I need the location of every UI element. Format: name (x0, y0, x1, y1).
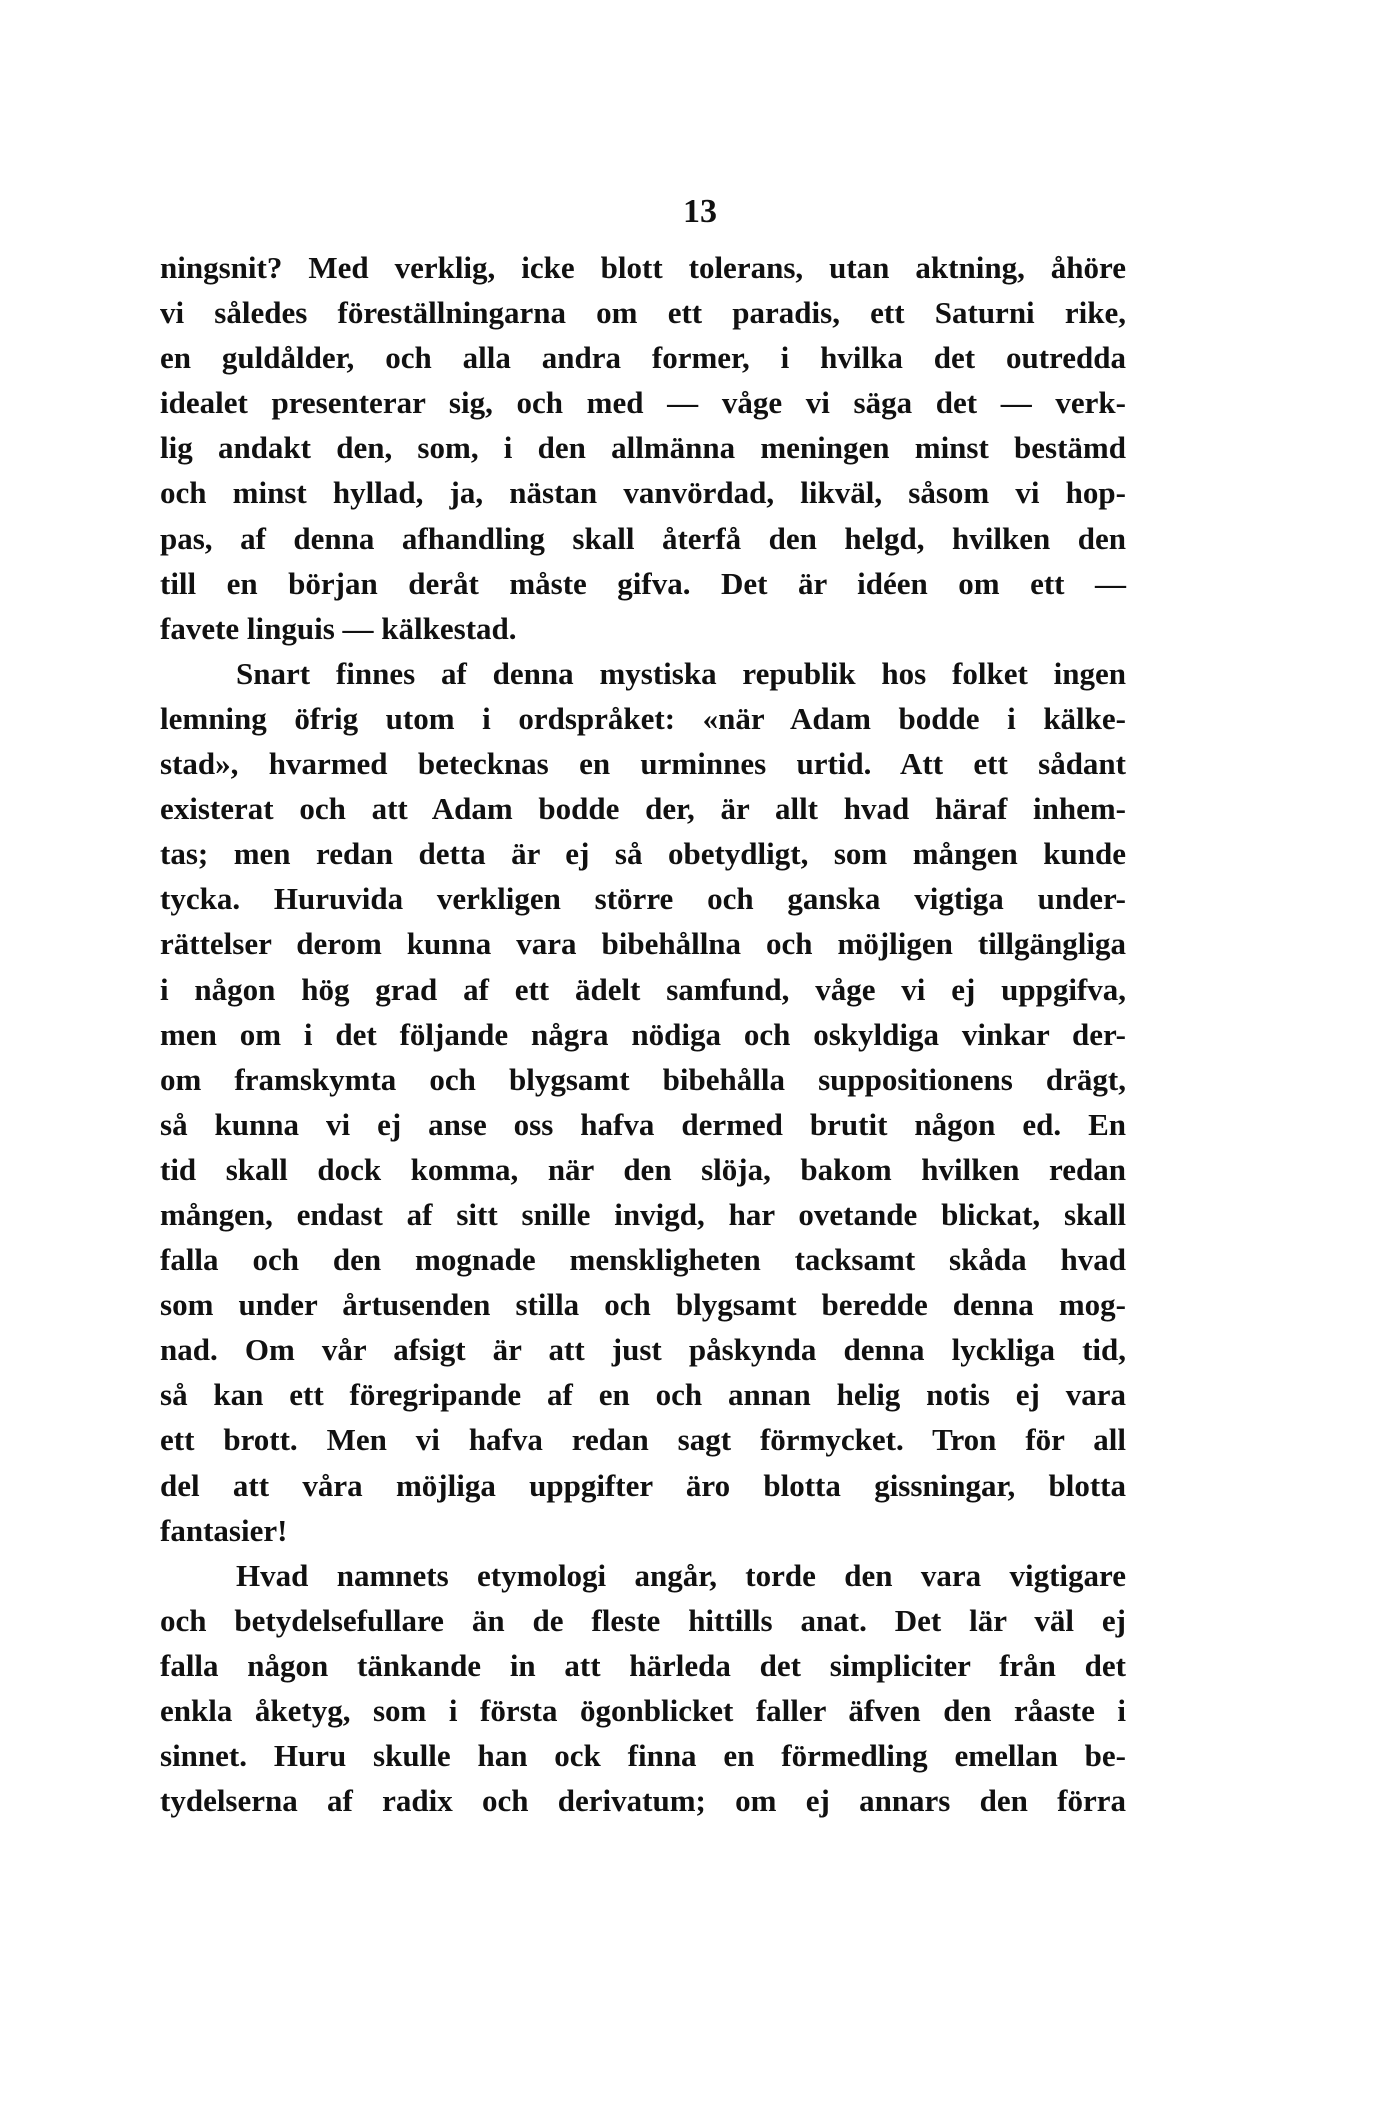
text-line: favete linguis — kälkestad. (160, 610, 517, 646)
text-line: enkla åketyg, som i första ögonblicket faller äfven den råaste i (160, 1693, 1126, 1728)
text-line: ett brott. Men vi hafva redan sagt förmycket. Tron för all (160, 1422, 1126, 1458)
body-text (160, 245, 1126, 1823)
text-line: och betydelsefullare än de fleste hittills anat. Det lär väl ej (160, 1602, 1126, 1638)
text-line: idealet presenterar sig, och med — våge vi säga det — verk- (160, 385, 1126, 421)
text-line: vi således föreställningarna om ett paradis, ett Saturni rike, (160, 295, 1126, 331)
text-line: lig andakt den, som, i den allmänna meningen minst bestämd (160, 430, 1126, 466)
text-line: så kan ett föregripande af en och annan helig notis ej vara (160, 1377, 1126, 1413)
text-line: i någon hög grad af ett ädelt samfund, våge vi ej uppgifva, (160, 971, 1126, 1007)
text-line: mången, endast af sitt snille invigd, har ovetande blickat, skall (160, 1196, 1126, 1232)
text-line: och minst hyllad, ja, nästan vanvördad, likväl, såsom vi hop- (160, 475, 1126, 511)
text-line: falla och den mognade menskligheten tacksamt skåda hvad (160, 1242, 1126, 1278)
text-line: fantasier! (160, 1512, 288, 1548)
text-line: om framskymta och blygsamt bibehålla suppositionens drägt, (160, 1061, 1126, 1097)
text-line: Hvad namnets etymologi angår, torde den vara vigtigare (236, 1557, 1126, 1593)
text-line: sinnet. Huru skulle han ock finna en förmedling emellan be- (160, 1738, 1126, 1774)
text-line: nad. Om vår afsigt är att just påskynda denna lyckliga tid, (160, 1332, 1126, 1368)
text-line: falla någon tänkande in att härleda det simpliciter från det (160, 1647, 1126, 1683)
text-line: men om i det följande några nödiga och oskyldiga vinkar der- (160, 1016, 1126, 1052)
text-line: tas; men redan detta är ej så obetydligt, som mången kunde (160, 836, 1126, 872)
text-line: tycka. Huruvida verkligen större och ganska vigtiga under- (160, 881, 1126, 917)
text-line: existerat och att Adam bodde der, är allt hvad häraf inhem- (160, 791, 1126, 827)
text-line: som under årtusenden stilla och blygsamt beredde denna mog- (160, 1287, 1126, 1323)
text-line: lemning öfrig utom i ordspråket: «när Adam bodde i kälke- (160, 700, 1126, 736)
text-line: tydelserna af radix och derivatum; om ej annars den förra (160, 1783, 1126, 1819)
text-line: Snart finnes af denna mystiska republik hos folket ingen (236, 655, 1126, 691)
text-line: ningsnit? Med verklig, icke blott tolerans, utan aktning, åhöre (160, 250, 1126, 285)
text-line: rättelser derom kunna vara bibehållna och möjligen tillgängliga (160, 926, 1126, 962)
text-line: en guldålder, och alla andra former, i hvilka det outredda (160, 340, 1126, 376)
text-line: del att våra möjliga uppgifter äro blotta gissningar, blotta (160, 1467, 1126, 1503)
text-line: till en början deråt måste gifva. Det är idéen om ett — (160, 565, 1126, 601)
page-number: 13 (683, 193, 717, 230)
text-line: så kunna vi ej anse oss hafva dermed brutit någon ed. En (160, 1106, 1126, 1142)
text-line: tid skall dock komma, när den slöja, bakom hvilken redan (160, 1151, 1126, 1187)
text-line: pas, af denna afhandling skall återfå den helgd, hvilken den (160, 520, 1126, 556)
text-line: stad», hvarmed betecknas en urminnes urtid. Att ett sådant (160, 746, 1126, 782)
